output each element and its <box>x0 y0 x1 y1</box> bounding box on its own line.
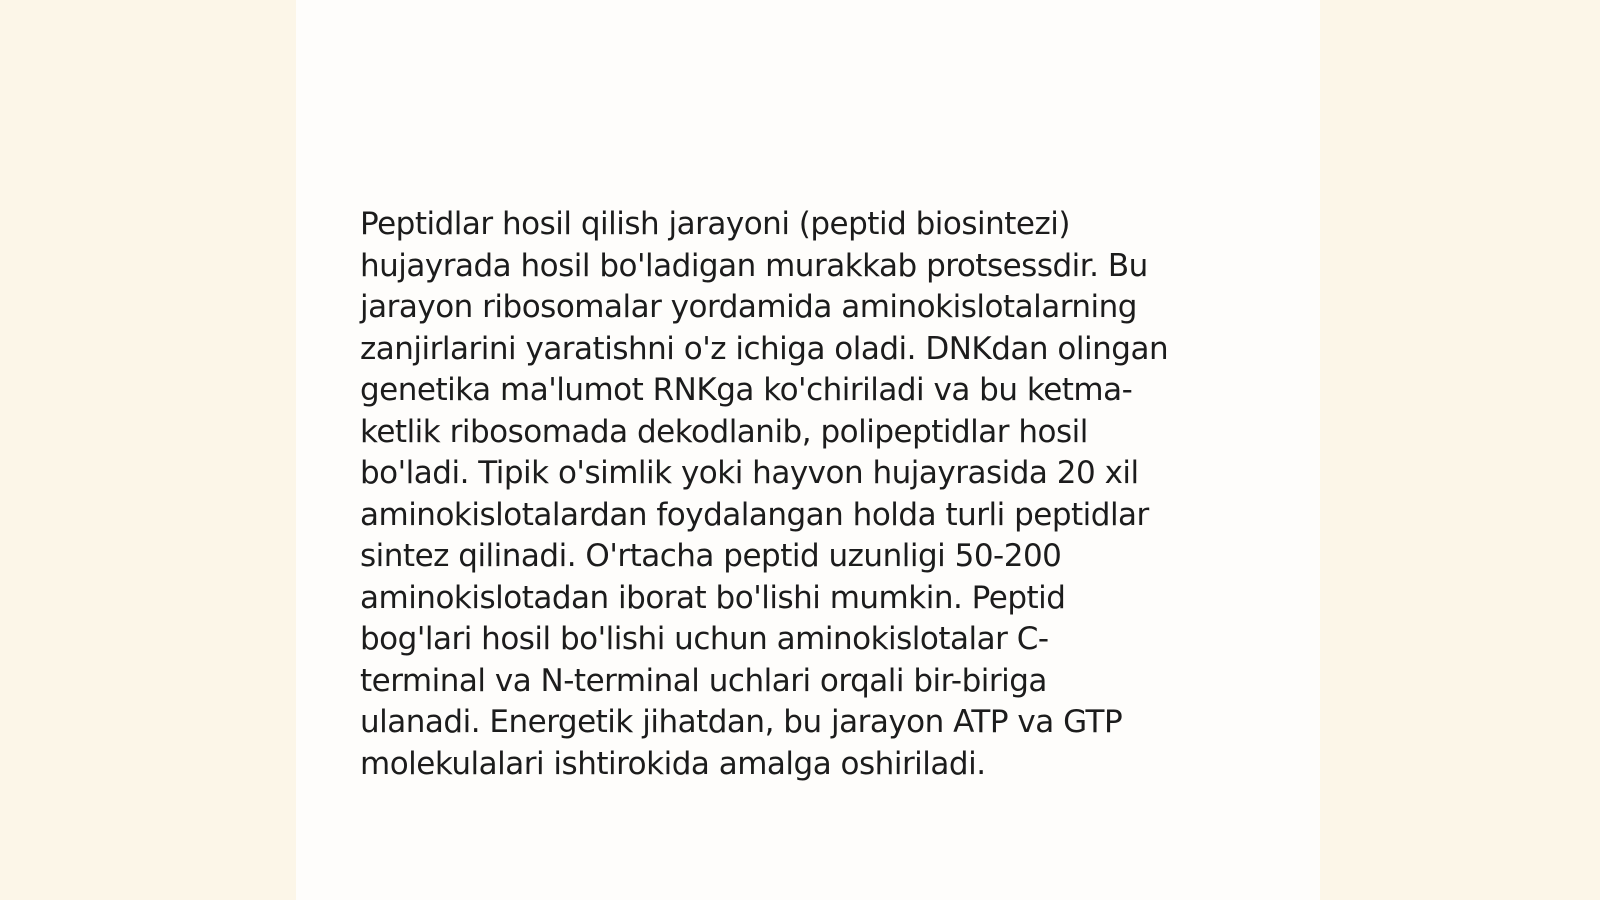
paragraph-line-13: ulanadi. Energetik jihatdan, bu jarayon ATP va GTP <box>360 704 1123 740</box>
paragraph-line-2: hujayrada hosil bo'ladigan murakkab protsessdir. Bu <box>360 247 1148 284</box>
document-page <box>296 0 1320 900</box>
paragraph-line-12: terminal va N-terminal uchlari orqali bir-biriga <box>360 662 1047 699</box>
paragraph-line-7: bo'ladi. Tipik o'simlik yoki hayvon hujayrasida 20 xil <box>360 455 1139 491</box>
body-paragraph <box>360 204 1240 785</box>
paragraph-line-10: aminokislotadan iborat bo'lishi mumkin. Peptid <box>360 579 1066 616</box>
paragraph-line-1: Peptidlar hosil qilish jarayoni (peptid biosintezi) <box>360 206 1070 242</box>
paragraph-line-9: sintez qilinadi. O'rtacha peptid uzunligi 50-200 <box>360 538 1062 574</box>
paragraph-line-11: bog'lari hosil bo'lishi uchun aminokislotalar C- <box>360 621 1049 657</box>
paragraph-line-3: jarayon ribosomalar yordamida aminokislotalarning <box>360 289 1137 325</box>
paragraph-line-6: ketlik ribosomada dekodlanib, polipeptidlar hosil <box>360 413 1088 450</box>
paragraph-line-5: genetika ma'lumot RNKga ko'chiriladi va bu ketma- <box>360 372 1133 408</box>
paragraph-line-14: molekulalari ishtirokida amalga oshiriladi. <box>360 745 986 782</box>
paragraph-line-8: aminokislotalardan foydalangan holda turli peptidlar <box>360 496 1149 533</box>
paragraph-line-4: zanjirlarini yaratishni o'z ichiga oladi. DNKdan olingan <box>360 330 1169 367</box>
